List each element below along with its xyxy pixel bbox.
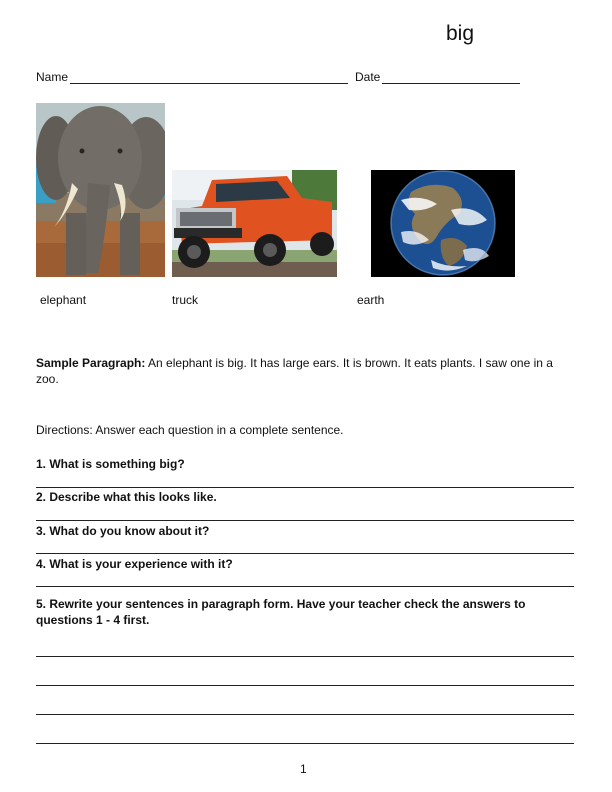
date-field[interactable]	[382, 83, 520, 84]
sample-paragraph-text: An elephant is big. It has large ears. It is brown. It eats plants. I saw one in a zoo.	[36, 356, 553, 386]
answer-line-5b[interactable]	[36, 685, 574, 686]
question-2: 2. Describe what this looks like.	[36, 490, 217, 504]
name-label: Name	[36, 70, 69, 84]
answer-line-1[interactable]	[36, 487, 574, 488]
caption-elephant: elephant	[40, 293, 87, 307]
date-label: Date	[355, 70, 381, 84]
directions: Directions: Answer each question in a complete sentence.	[36, 423, 344, 437]
worksheet-title: big	[446, 22, 475, 45]
answer-line-3[interactable]	[36, 553, 574, 554]
question-5: 5. Rewrite your sentences in paragraph form. Have your teacher check the answers to questions 1 - 4 first.	[36, 597, 526, 627]
answer-line-4[interactable]	[36, 586, 574, 587]
answer-line-5a[interactable]	[36, 656, 574, 657]
truck-photo	[172, 170, 337, 277]
name-field[interactable]	[70, 83, 348, 84]
answer-line-5c[interactable]	[36, 714, 574, 715]
question-4: 4. What is your experience with it?	[36, 557, 233, 571]
answer-line-5d[interactable]	[36, 743, 574, 744]
sample-paragraph-label: Sample Paragraph:	[36, 356, 146, 370]
elephant-photo	[36, 103, 165, 277]
earth-photo	[371, 170, 515, 277]
answer-line-2[interactable]	[36, 520, 574, 521]
sample-paragraph	[36, 355, 566, 387]
question-1: 1. What is something big?	[36, 457, 185, 471]
page-number: 1	[300, 762, 307, 776]
caption-truck: truck	[172, 293, 199, 307]
caption-earth: earth	[357, 293, 385, 307]
question-3: 3. What do you know about it?	[36, 524, 210, 538]
